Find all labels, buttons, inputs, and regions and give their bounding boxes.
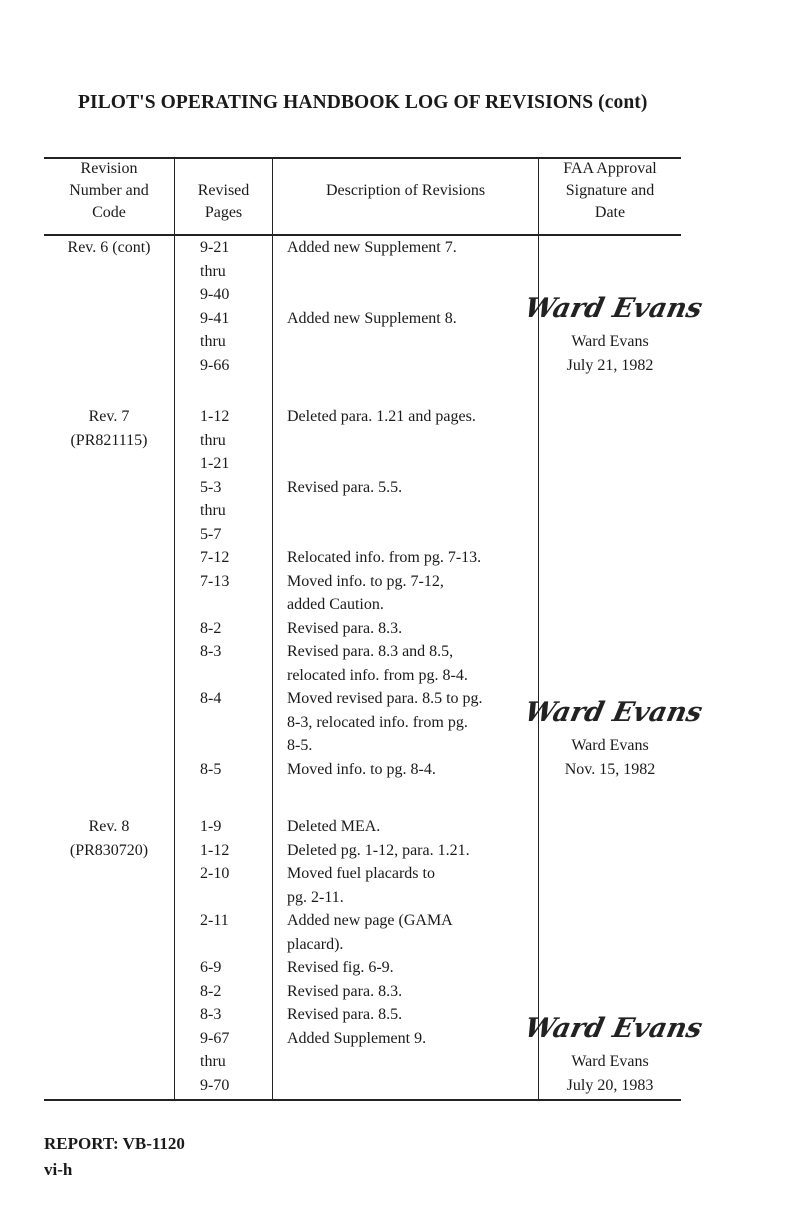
- signature-glyphs: Ward Evans: [521, 696, 706, 728]
- page-title: PILOT'S OPERATING HANDBOOK LOG OF REVISIONS (cont): [78, 92, 648, 113]
- approval-date: July 21, 1982: [566, 356, 654, 374]
- revision-code: Rev. 8: [88, 818, 130, 835]
- revised-page: 7-13: [200, 572, 230, 590]
- revised-page: 9-67: [200, 1029, 230, 1047]
- revision-code: Rev. 6 (cont): [67, 239, 151, 256]
- revision-description: Added new Supplement 7.: [287, 239, 457, 256]
- revision-description: Added Supplement 9.: [287, 1029, 427, 1047]
- revised-page: thru: [200, 502, 226, 519]
- revised-page: 9-66: [200, 356, 230, 374]
- revised-page: 8-3: [200, 643, 222, 660]
- header-line: Signature and: [565, 182, 655, 199]
- revised-page: 8-4: [200, 690, 222, 707]
- revised-page: 9-21: [200, 239, 230, 256]
- approver-name: Ward Evans: [571, 737, 649, 754]
- revised-page: thru: [200, 431, 226, 449]
- revised-page: 5-7: [200, 525, 222, 543]
- revised-page: 1-12: [200, 841, 230, 859]
- revision-description: Deleted para. 1.21 and pages.: [287, 408, 476, 425]
- revision-description: Added new page (GAMA: [287, 912, 453, 929]
- revision-description: Revised para. 8.3 and 8.5,: [287, 643, 454, 660]
- page-number: vi-h: [44, 1160, 73, 1179]
- header-description: [273, 180, 538, 202]
- approval-date: July 20, 1983: [566, 1076, 654, 1094]
- signature-glyphs: Ward Evans: [521, 1012, 706, 1044]
- header-line: Pages: [204, 204, 243, 221]
- revised-page: 8-2: [200, 982, 222, 1000]
- header-line: Revision: [80, 160, 138, 177]
- revision-description: placard).: [287, 935, 344, 953]
- revision-description: Moved info. to pg. 8-4.: [287, 760, 436, 778]
- signature-image: [521, 1007, 706, 1047]
- approver-name: Ward Evans: [571, 333, 649, 350]
- revision-code: Rev. 7: [88, 408, 130, 425]
- revision-description: Moved revised para. 8.5 to pg.: [287, 690, 483, 707]
- revision-description: Revised para. 8.3.: [287, 982, 403, 1000]
- revision-description: Moved fuel placards to: [287, 865, 435, 882]
- revised-page: 6-9: [200, 959, 222, 976]
- revision-description: Deleted pg. 1-12, para. 1.21.: [287, 841, 470, 859]
- revision-description: Revised para. 5.5.: [287, 478, 403, 496]
- revised-page: thru: [200, 333, 226, 350]
- table-bottom-rule: [44, 1099, 681, 1101]
- report-number: REPORT: VB-1120: [44, 1134, 185, 1153]
- header-line: Description of Revisions: [325, 182, 486, 199]
- revised-page: 7-12: [200, 549, 230, 566]
- revision-description: Revised fig. 6-9.: [287, 959, 394, 976]
- revised-page: thru: [200, 262, 226, 280]
- revised-page: 2-10: [200, 865, 230, 882]
- revision-description: 8-5.: [287, 737, 313, 754]
- revision-description: Moved info. to pg. 7-12,: [287, 572, 444, 590]
- revision-code: (PR821115): [70, 431, 148, 449]
- column-divider: [272, 157, 273, 1100]
- revision-description: Added new Supplement 8.: [287, 309, 457, 327]
- header-line: Revised: [197, 182, 250, 199]
- header-line: FAA Approval: [563, 160, 657, 177]
- header-line: Code: [92, 204, 126, 221]
- revised-page: 8-3: [200, 1006, 222, 1023]
- signature-image: [521, 287, 706, 327]
- revision-description: Revised para. 8.3.: [287, 619, 403, 637]
- approver-name: Ward Evans: [571, 1053, 649, 1070]
- signature-image: [521, 691, 706, 731]
- revised-page: 2-11: [200, 912, 229, 929]
- revised-page: 1-21: [200, 455, 230, 472]
- header-revision-number: [44, 158, 174, 224]
- revised-page: thru: [200, 1053, 226, 1070]
- revised-page: 9-70: [200, 1076, 230, 1094]
- column-divider: [174, 157, 175, 1100]
- revision-description: added Caution.: [287, 596, 384, 613]
- revised-page: 9-41: [200, 309, 230, 327]
- revision-description: Relocated info. from pg. 7-13.: [287, 549, 482, 566]
- revision-description: relocated info. from pg. 8-4.: [287, 666, 468, 684]
- revision-code: (PR830720): [69, 841, 149, 859]
- revision-description: Deleted MEA.: [287, 818, 381, 835]
- revised-page: 1-12: [200, 408, 230, 425]
- header-faa-approval: [539, 158, 681, 224]
- header-line: Date: [594, 204, 626, 221]
- revision-description: pg. 2-11.: [287, 888, 344, 906]
- header-revised-pages: [175, 180, 272, 224]
- revised-page: 9-40: [200, 286, 230, 303]
- revised-page: 8-5: [200, 760, 222, 778]
- header-line: Number and: [69, 182, 149, 199]
- revision-description: Revised para. 8.5.: [287, 1006, 403, 1023]
- revised-page: 8-2: [200, 619, 222, 637]
- revised-page: 5-3: [200, 478, 222, 496]
- approval-date: Nov. 15, 1982: [564, 760, 656, 778]
- revision-description: 8-3, relocated info. from pg.: [287, 713, 468, 731]
- signature-glyphs: Ward Evans: [521, 292, 706, 324]
- revised-page: 1-9: [200, 818, 222, 835]
